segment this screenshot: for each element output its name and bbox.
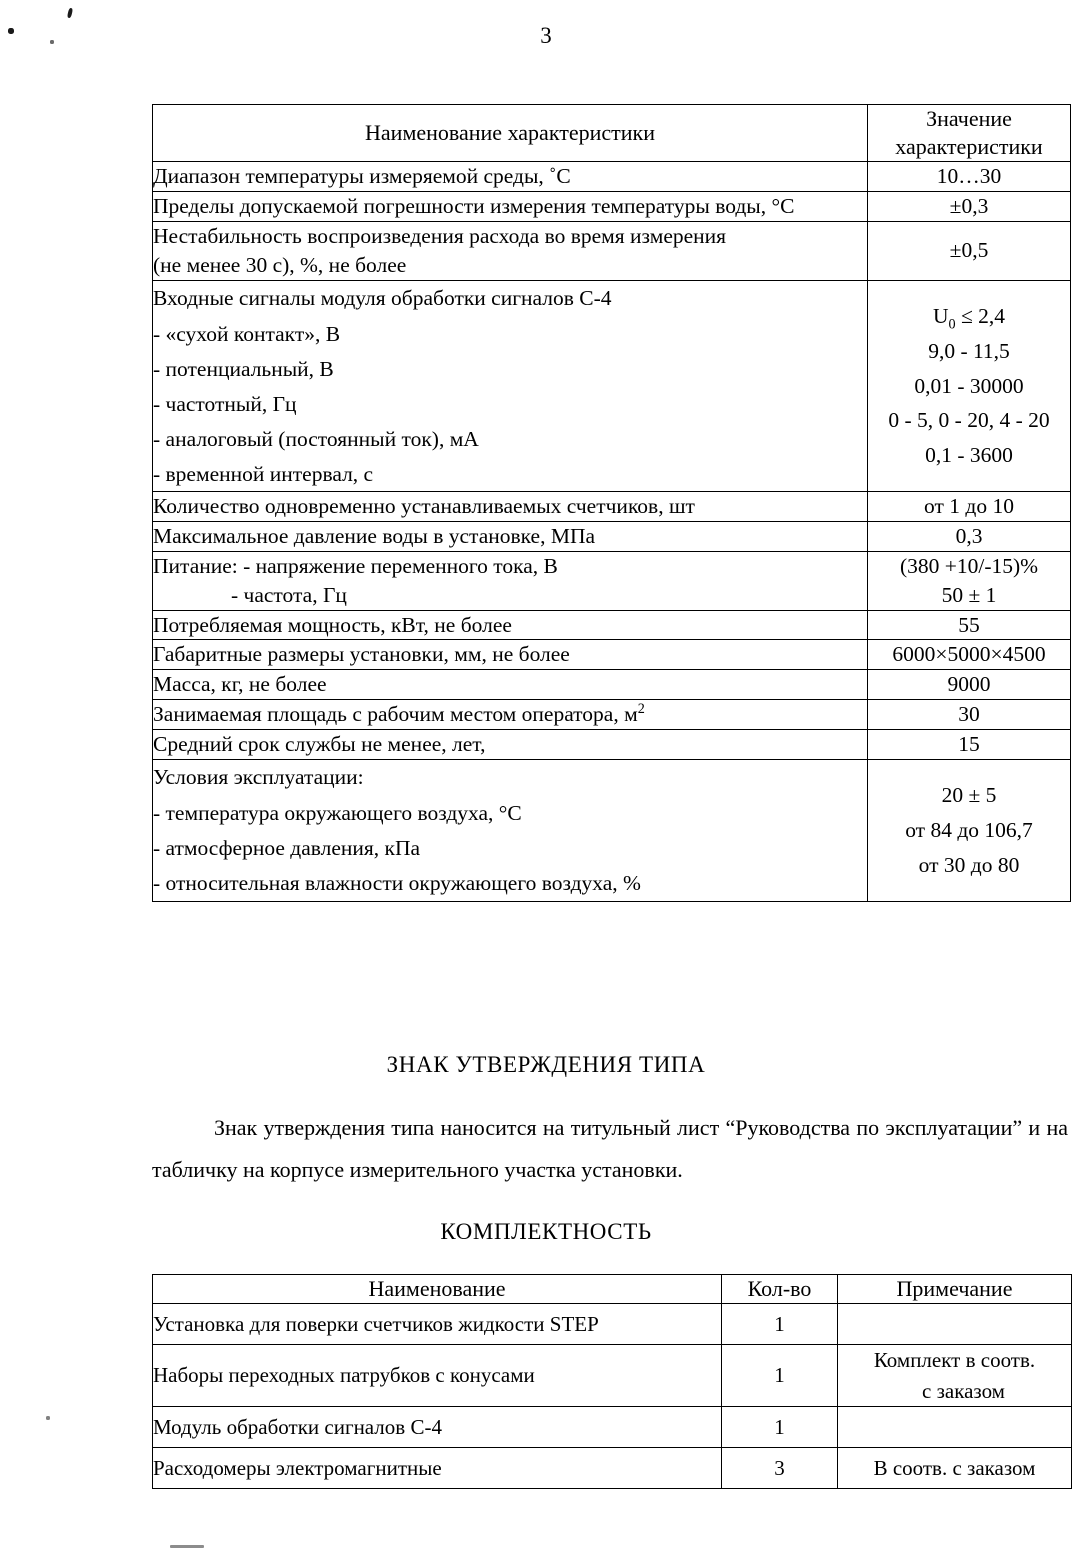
spec-group-item: - потенциальный, В [153,357,334,382]
spec-value: 0,3 [868,522,1071,552]
spec-group-value: 9,0 - 11,5 [928,338,1010,363]
header-value-line-2: характеристики [895,134,1043,160]
spec-value: 30 [868,700,1071,730]
specifications-table [152,104,1071,902]
item-note [838,1304,1072,1345]
header-cell-name: Наименование характеристики [153,105,868,162]
table-row [153,759,1071,901]
table-row [153,552,1071,611]
item-note [838,1407,1072,1448]
item-note-line-2: с заказом [922,1378,1005,1403]
spec-group-lead: Входные сигналы модуля обработки сигналов С-4 [153,285,612,310]
completeness-table [152,1274,1072,1489]
spec-value: от 1 до 10 [868,492,1071,522]
table-row [153,492,1071,522]
spec-name: Средний срок службы не менее, лет, [153,729,868,759]
spec-name: Диапазон температуры измеряемой среды, ˚С [153,162,868,192]
voltage-symbol: U [932,303,949,328]
spec-group-item: - временной интервал, с [153,461,374,486]
item-note [838,1345,1072,1407]
item-note-line-1: Комплект в соотв. [873,1348,1036,1373]
table-row [153,700,1071,730]
spec-group-item: - «сухой контакт», В [153,322,341,347]
spec-name-group [153,280,868,492]
item-note: В соотв. с заказом [838,1448,1072,1489]
table-row [153,640,1071,670]
table-row [153,729,1071,759]
table-row [153,610,1071,640]
header-value-line-1: Значение [926,106,1012,131]
spec-group-item: - частотный, Гц [153,391,297,416]
table-row [153,522,1071,552]
spec-value: 9000 [868,670,1071,700]
spec-name: Максимальное давление воды в установке, МПа [153,522,868,552]
spec-group-value: 0,1 - 3600 [925,443,1013,468]
page-number: 3 [540,23,552,48]
spec-group-lead: Условия эксплуатации: [153,764,364,789]
item-name: Модуль обработки сигналов С-4 [153,1407,722,1448]
spec-name-group [153,759,868,901]
spec-name: Масса, кг, не более [153,670,868,700]
section-heading-completeness: КОМПЛЕКТНОСТЬ [440,1219,652,1244]
spec-group-value: 0,01 - 30000 [914,373,1024,398]
spec-group-item: - относительная влажности окружающего воздуха, % [153,871,641,896]
spec-value [868,552,1071,611]
spec-name: Потребляемая мощность, кВт, не более [153,610,868,640]
spec-value: ±0,3 [868,192,1071,222]
voltage-subscript: 0 [948,316,956,333]
table-row [153,192,1071,222]
table-row [153,1304,1072,1345]
table-row [153,162,1071,192]
spec-value-group [868,280,1071,492]
spec-group-value: 20 ± 5 [941,783,997,808]
table-header-row [153,1275,1072,1304]
spec-value: 10…30 [868,162,1071,192]
spec-value: 55 [868,610,1071,640]
header-cell-note: Примечание [838,1275,1072,1304]
item-qty: 3 [722,1448,838,1489]
item-qty: 1 [722,1345,838,1407]
spec-name-line-2: - частота, Гц [231,582,347,607]
table-row [153,1407,1072,1448]
spec-name: Габаритные размеры установки, мм, не более [153,640,868,670]
header-cell-name: Наименование [153,1275,722,1304]
scan-speckle [170,1545,204,1548]
spec-value: 15 [868,729,1071,759]
table-row [153,221,1071,280]
item-name: Расходомеры электромагнитные [153,1448,722,1489]
spec-name: Количество одновременно устанавливаемых счетчиков, шт [153,492,868,522]
header-cell-qty: Кол-во [722,1275,838,1304]
spec-name-line-1: Питание: - напряжение переменного тока, В [153,554,558,579]
spec-group-item: - температура окружающего воздуха, °С [153,801,522,826]
table-row [153,670,1071,700]
item-name: Наборы переходных патрубков с конусами [153,1345,722,1407]
spec-group-value: от 30 до 80 [918,852,1020,877]
table-row [153,1448,1072,1489]
spec-group-value: 0 - 5, 0 - 20, 4 - 20 [888,408,1050,433]
spec-name [153,700,868,730]
item-name: Установка для поверки счетчиков жидкости STEP [153,1304,722,1345]
spec-name-text: Занимаемая площадь с рабочим местом оператора, м [153,702,638,727]
voltage-limit: ≤ 2,4 [955,303,1006,328]
spec-value-group [868,759,1071,901]
item-qty: 1 [722,1304,838,1345]
table-header-row [153,105,1071,162]
spec-name-line-1: Нестабильность воспроизведения расхода во время измерения [153,223,727,248]
item-qty: 1 [722,1407,838,1448]
spec-group-value: от 84 до 106,7 [905,817,1033,842]
spec-name: Пределы допускаемой погрешности измерения температуры воды, °С [153,192,868,222]
spec-value: 6000×5000×4500 [868,640,1071,670]
spec-value: ±0,5 [868,221,1071,280]
spec-name [153,221,868,280]
spec-value-line-1: (380 +10/-15)% [899,554,1039,579]
scan-speckle [46,1416,50,1420]
section-heading-approval-mark: ЗНАК УТВЕРЖДЕНИЯ ТИПА [386,1052,706,1077]
table-row [153,280,1071,492]
paragraph-approval-mark: Знак утверждения типа наносится на титульный лист “Руководства по эксплуатации” и на табличку на корпусе измерительного участка установки. [152,1115,1068,1183]
spec-group-item: - аналоговый (постоянный ток), мА [153,426,479,451]
spec-group-item: - атмосферное давления, кПа [153,836,421,861]
area-superscript: 2 [637,700,645,717]
spec-value-line-2: 50 ± 1 [941,582,997,607]
scan-speckle [67,8,73,19]
spec-group-value [868,299,1070,334]
spec-name-line-2: (не менее 30 с), %, не более [153,252,407,277]
spec-name [153,552,868,611]
table-row [153,1345,1072,1407]
header-cell-value [868,105,1071,162]
